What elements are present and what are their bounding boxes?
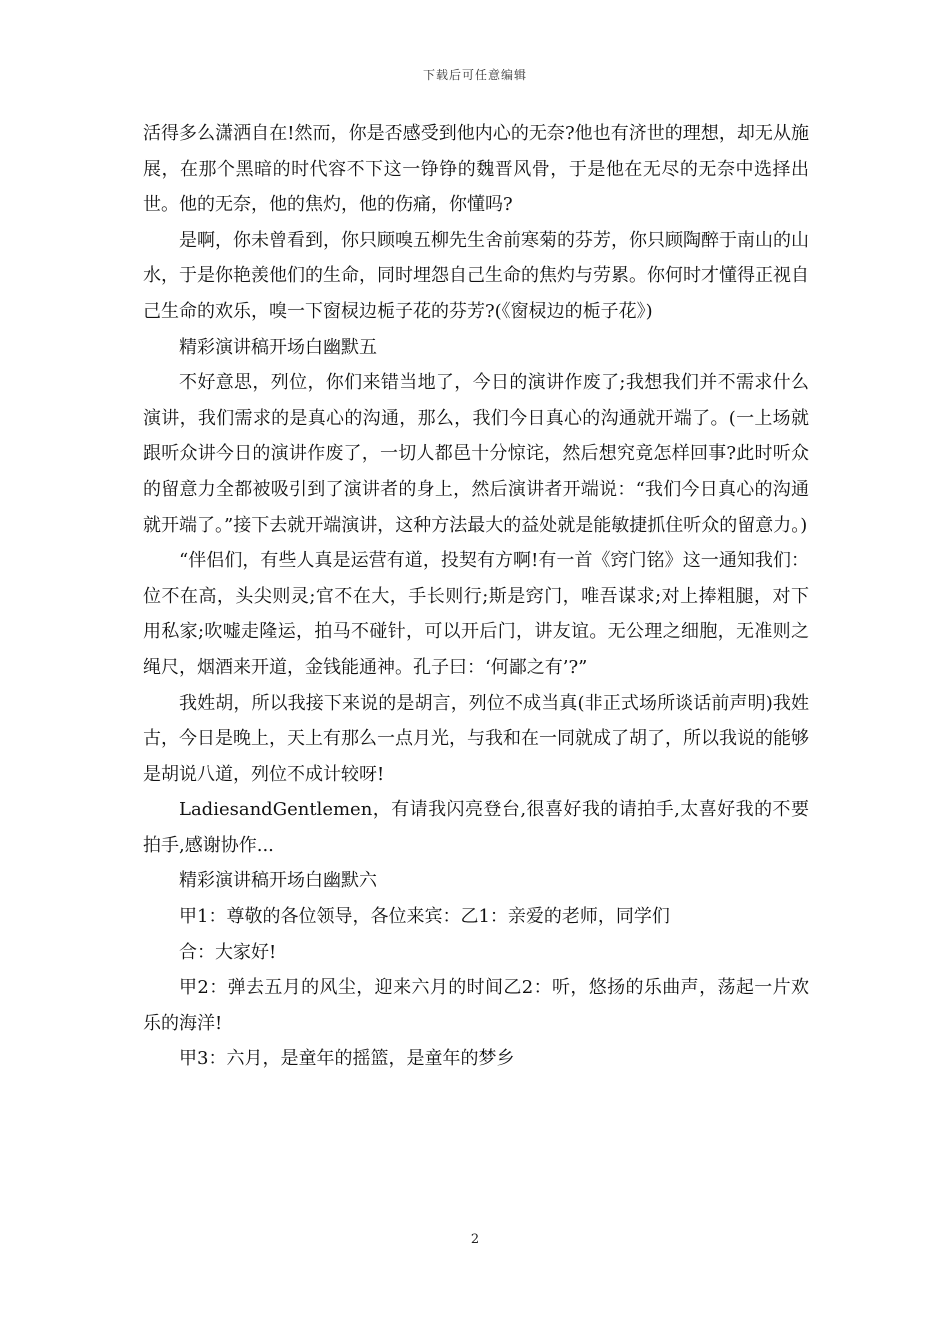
document-body: [143, 116, 809, 1077]
paragraph: 我姓胡，所以我接下来说的是胡言，列位不成当真(非正式场所谈话前声明)我姓古，今日是晚上，天上有那么一点月光，与我和在一同就成了胡了，所以我说的能够是胡说八道，列位不成计较呀!: [143, 692, 809, 785]
paragraph: 是啊，你未曾看到，你只顾嗅五柳先生舍前寒菊的芬芳，你只顾陶醉于南山的山水，于是你艳羡他们的生命，同时埋怨自己生命的焦灼与劳累。你何时才懂得正视自己生命的欢乐，嗅一下窗棂边栀子花的芬芳?(《窗棂边的栀子花》): [143, 229, 809, 322]
paragraph: 合：大家好!: [179, 941, 277, 963]
section-heading: 精彩演讲稿开场白幽默六: [179, 870, 377, 892]
paragraph: 不好意思，列位，你们来错当地了，今日的演讲作废了;我想我们并不需求什么演讲，我们需求的是真心的沟通，那么，我们今日真心的沟通就开端了。(一上场就跟听众讲今日的演讲作废了，一切人都邑十分惊诧，然后想究竟怎样回事?此时听众的留意力全都被吸引到了演讲者的身上，然后演讲者开端说：“我们今日真心的沟通就开端了。”接下去就开端演讲，这种方法最大的益处就是能敏捷抓住听众的留意力。): [143, 372, 809, 536]
page-header: 下载后可任意编辑: [422, 68, 527, 82]
paragraph: 甲1：尊敬的各位领导，各位来宾：乙1：亲爱的老师，同学们: [179, 906, 670, 928]
section-heading: 精彩演讲稿开场白幽默五: [179, 336, 377, 358]
paragraph: 甲2：弹去五月的风尘，迎来六月的时间乙2：听，悠扬的乐曲声，荡起一片欢乐的海洋!: [143, 977, 809, 1034]
paragraph: “伴侣们，有些人真是运营有道，投契有方啊!有一首《窍门铭》这一通知我们：位不在高，头尖则灵;官不在大，手长则行;斯是窍门，唯吾谋求;对上捧粗腿，对下用私家;吹嘘走隆运，拍马不碰针，可以开后门，讲友谊。无公理之细胞，无准则之绳尺，烟酒来开道，金钱能通神。孔子曰：‘何鄙之有’?”: [143, 550, 809, 678]
page-number: 2: [470, 1232, 480, 1247]
paragraph: 活得多么潇洒自在!然而，你是否感受到他内心的无奈?他也有济世的理想，却无从施展，在那个黑暗的时代容不下这一铮铮的魏晋风骨，于是他在无尽的无奈中选择出世。他的无奈，他的焦灼，他的伤痛，你懂吗?: [143, 123, 809, 216]
paragraph: 甲3：六月，是童年的摇篮，是童年的梦乡: [179, 1048, 515, 1070]
paragraph: LadiesandGentlemen，有请我闪亮登台,很喜好我的请拍手,太喜好我的不要拍手,感谢协作...: [143, 799, 809, 856]
